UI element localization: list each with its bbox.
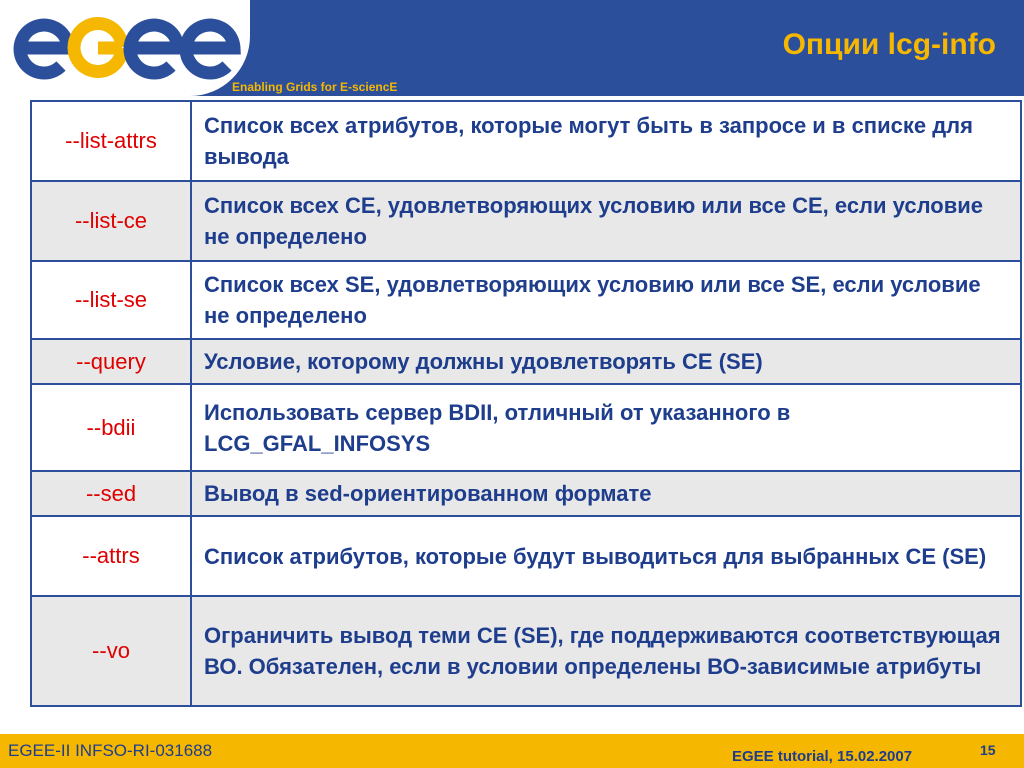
option-description-code: LCG_GFAL_INFOSYS bbox=[204, 430, 431, 456]
table-row bbox=[31, 516, 1021, 596]
option-description: Список всех атрибутов, которые могут быть в запросе и в списке для вывода bbox=[191, 101, 1021, 181]
option-description: Список всех CE, удовлетворяющих условию или все CE, если условие не определено bbox=[191, 181, 1021, 261]
table-row bbox=[31, 339, 1021, 384]
option-description: Вывод в sed-ориентированном формате bbox=[191, 471, 1021, 516]
slide-title: Опции lcg-info bbox=[782, 28, 996, 61]
option-description: Список атрибутов, которые будут выводиться для выбранных CE (SE) bbox=[191, 516, 1021, 596]
table-row bbox=[31, 596, 1021, 706]
table-row bbox=[31, 471, 1021, 516]
option-name: --sed bbox=[31, 471, 191, 516]
option-name: --list-ce bbox=[31, 181, 191, 261]
table-row bbox=[31, 101, 1021, 181]
footer-event: EGEE tutorial, 15.02.2007 bbox=[732, 748, 913, 765]
option-name: --query bbox=[31, 339, 191, 384]
option-description bbox=[191, 384, 1021, 471]
table-row bbox=[31, 384, 1021, 471]
table-row bbox=[31, 261, 1021, 339]
option-description: Ограничить вывод теми CE (SE), где поддерживаются соответствующая ВО. Обязателен, если в условии определены ВО-зависимые атрибуты bbox=[191, 596, 1021, 706]
page-number: 15 bbox=[980, 742, 996, 758]
tagline: Enabling Grids for E-sciencE bbox=[232, 80, 398, 94]
option-description: Список всех SE, удовлетворяющих условию или все SE, если условие не определено bbox=[191, 261, 1021, 339]
option-name: --list-se bbox=[31, 261, 191, 339]
option-name: --attrs bbox=[31, 516, 191, 596]
option-description-text: Использовать сервер BDII, отличный от указанного в bbox=[204, 399, 791, 425]
options-table bbox=[30, 100, 1022, 707]
logo-area bbox=[0, 0, 250, 96]
table-row bbox=[31, 181, 1021, 261]
option-name: --list-attrs bbox=[31, 101, 191, 181]
option-name: --bdii bbox=[31, 384, 191, 471]
egee-logo bbox=[12, 4, 242, 84]
option-name: --vo bbox=[31, 596, 191, 706]
option-description: Условие, которому должны удовлетворять CE (SE) bbox=[191, 339, 1021, 384]
footer-project-id: EGEE-II INFSO-RI-031688 bbox=[8, 741, 213, 760]
